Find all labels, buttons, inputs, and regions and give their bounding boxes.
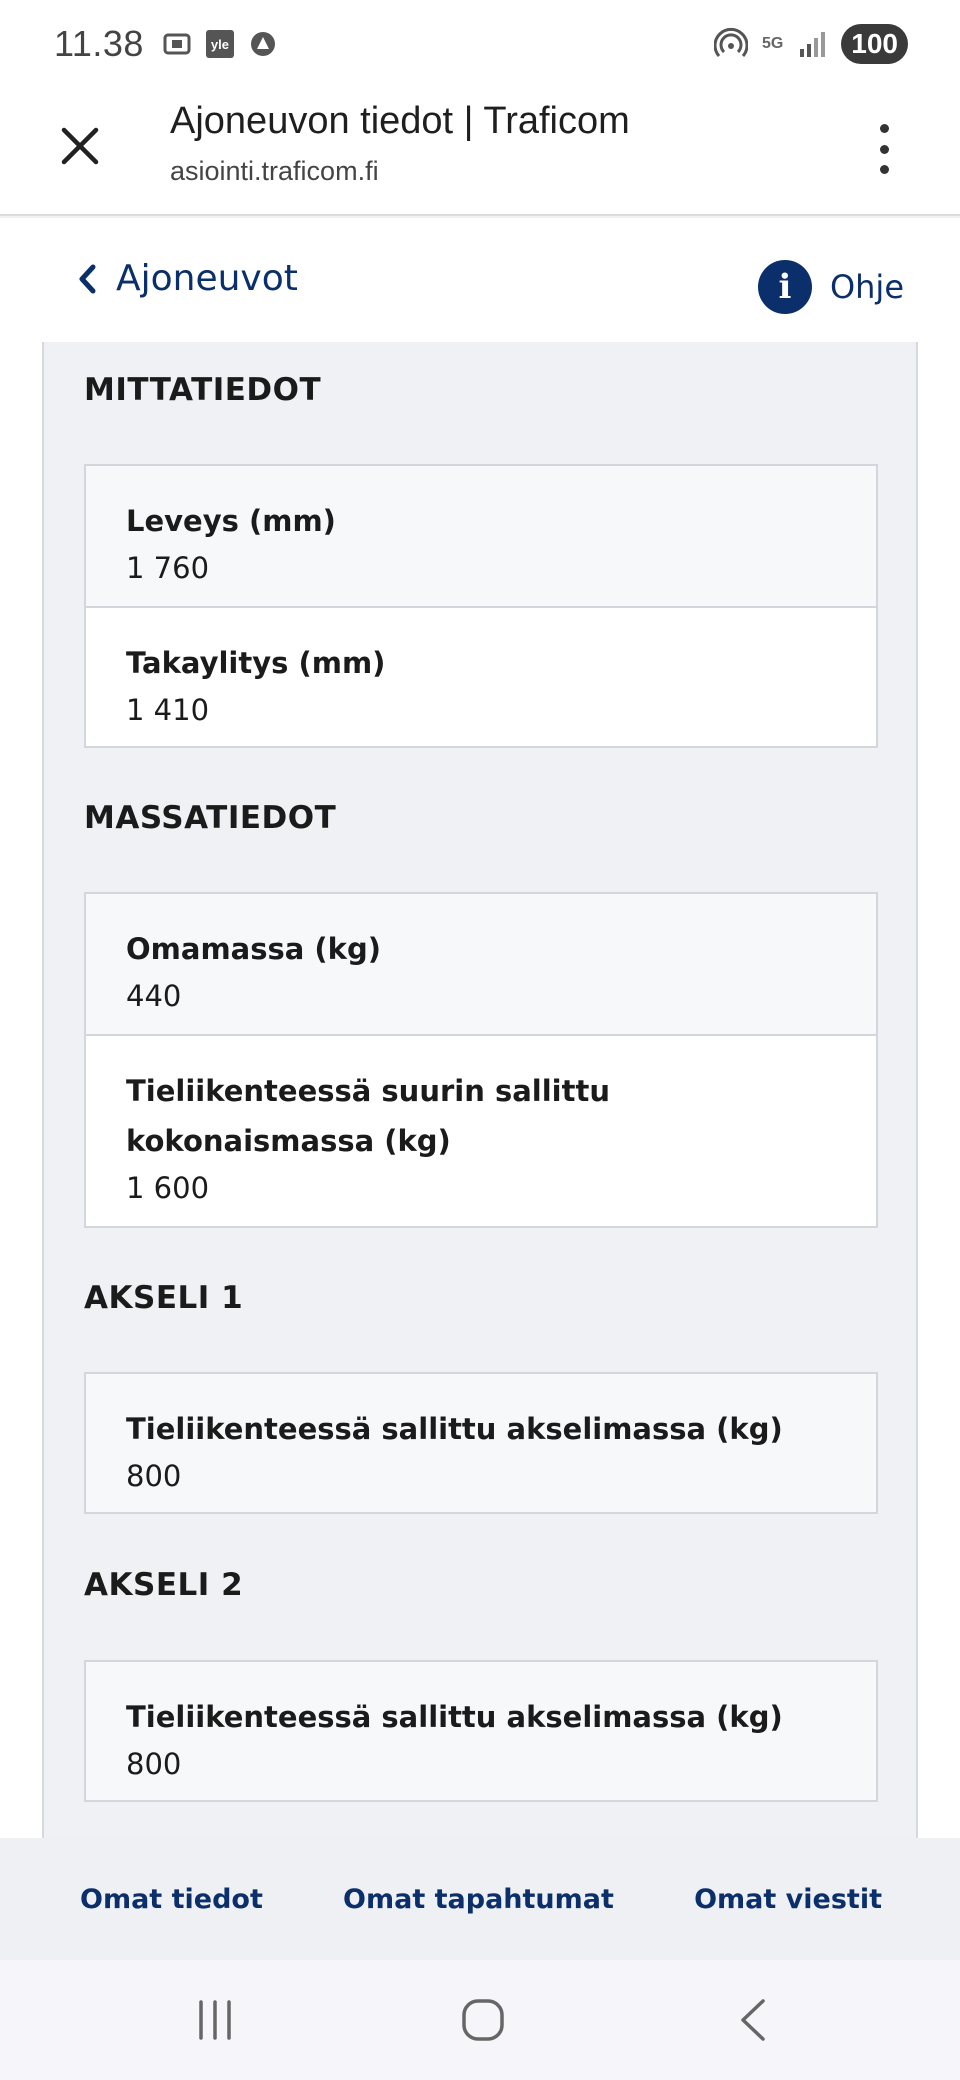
detail-label: Tieliikenteessä sallittu akselimassa (kg) xyxy=(126,1700,783,1734)
status-system-icons xyxy=(714,24,908,64)
info-icon: i xyxy=(758,260,812,314)
detail-value: 1 760 xyxy=(126,551,210,585)
help-link-label: Ohje xyxy=(829,268,904,306)
detail-label: Takaylitys (mm) xyxy=(126,646,386,680)
section-title-mittatiedot: MITTATIEDOT xyxy=(84,372,322,408)
page-header xyxy=(0,218,960,342)
detail-row-curb-weight xyxy=(86,894,876,1034)
back-link-label: Ajoneuvot xyxy=(116,258,298,299)
system-navigation-bar xyxy=(0,1960,960,2080)
detail-label: Leveys (mm) xyxy=(126,504,336,538)
bottom-navigation xyxy=(0,1838,960,1960)
home-button[interactable] xyxy=(448,1990,518,2050)
yle-icon: yle xyxy=(206,30,234,58)
section-title-akseli-1: AKSELI 1 xyxy=(84,1280,244,1316)
detail-row-axle-mass xyxy=(86,1374,876,1512)
more-vert-icon xyxy=(880,124,889,133)
card-akseli-1 xyxy=(84,1372,878,1514)
system-back-icon xyxy=(735,1997,771,2043)
recent-apps-button[interactable] xyxy=(180,1990,250,2050)
section-title-akseli-2: AKSELI 2 xyxy=(84,1567,244,1603)
section-title-massatiedot: MASSATIEDOT xyxy=(84,800,337,836)
nav-omat-viestit[interactable]: Omat viestit xyxy=(694,1883,882,1915)
detail-value: 1 600 xyxy=(126,1171,210,1205)
browser-page-title: Ajoneuvon tiedot | Traficom xyxy=(170,100,630,142)
home-icon xyxy=(460,1997,506,2043)
help-link[interactable] xyxy=(758,260,904,314)
close-icon xyxy=(60,126,100,166)
status-time: 11.38 xyxy=(54,23,144,64)
back-to-vehicles-link[interactable] xyxy=(76,258,298,299)
content-scroll-area[interactable] xyxy=(0,342,960,1838)
browser-bar xyxy=(0,88,960,216)
detail-row-max-total-mass xyxy=(86,1034,876,1226)
detail-value: 1 410 xyxy=(126,693,210,727)
status-bar xyxy=(0,0,960,88)
battery-indicator: 100 xyxy=(841,24,908,64)
detail-row-rear-overhang xyxy=(86,606,876,746)
hotspot-icon xyxy=(714,27,748,61)
status-notification-icons xyxy=(162,29,278,59)
detail-label: Omamassa (kg) xyxy=(126,932,381,966)
more-options-button[interactable] xyxy=(874,124,894,174)
close-button[interactable] xyxy=(52,118,108,174)
detail-value: 440 xyxy=(126,979,182,1013)
detail-label: Tieliikenteessä suurin sallittu kokonaismassa (kg) xyxy=(126,1074,610,1158)
screenshot-icon xyxy=(162,29,192,59)
recent-apps-icon xyxy=(193,1998,237,2042)
network-type-icon: 5G xyxy=(761,35,784,52)
browser-url: asiointi.traficom.fi xyxy=(170,156,379,186)
detail-label: Tieliikenteessä sallittu akselimassa (kg) xyxy=(126,1412,783,1446)
detail-value: 800 xyxy=(126,1747,182,1781)
detail-value: 800 xyxy=(126,1459,182,1493)
notification-app-icon xyxy=(248,29,278,59)
nav-omat-tapahtumat[interactable]: Omat tapahtumat xyxy=(343,1883,614,1915)
card-mittatiedot xyxy=(84,464,878,748)
detail-row-width xyxy=(86,466,876,606)
card-akseli-2 xyxy=(84,1660,878,1802)
signal-icon xyxy=(797,29,827,59)
chevron-left-icon xyxy=(76,262,98,296)
vehicle-details-panel xyxy=(42,342,918,1838)
system-back-button[interactable] xyxy=(718,1990,788,2050)
detail-row-axle-mass xyxy=(86,1662,876,1800)
card-massatiedot xyxy=(84,892,878,1228)
nav-omat-tiedot[interactable]: Omat tiedot xyxy=(80,1883,263,1915)
